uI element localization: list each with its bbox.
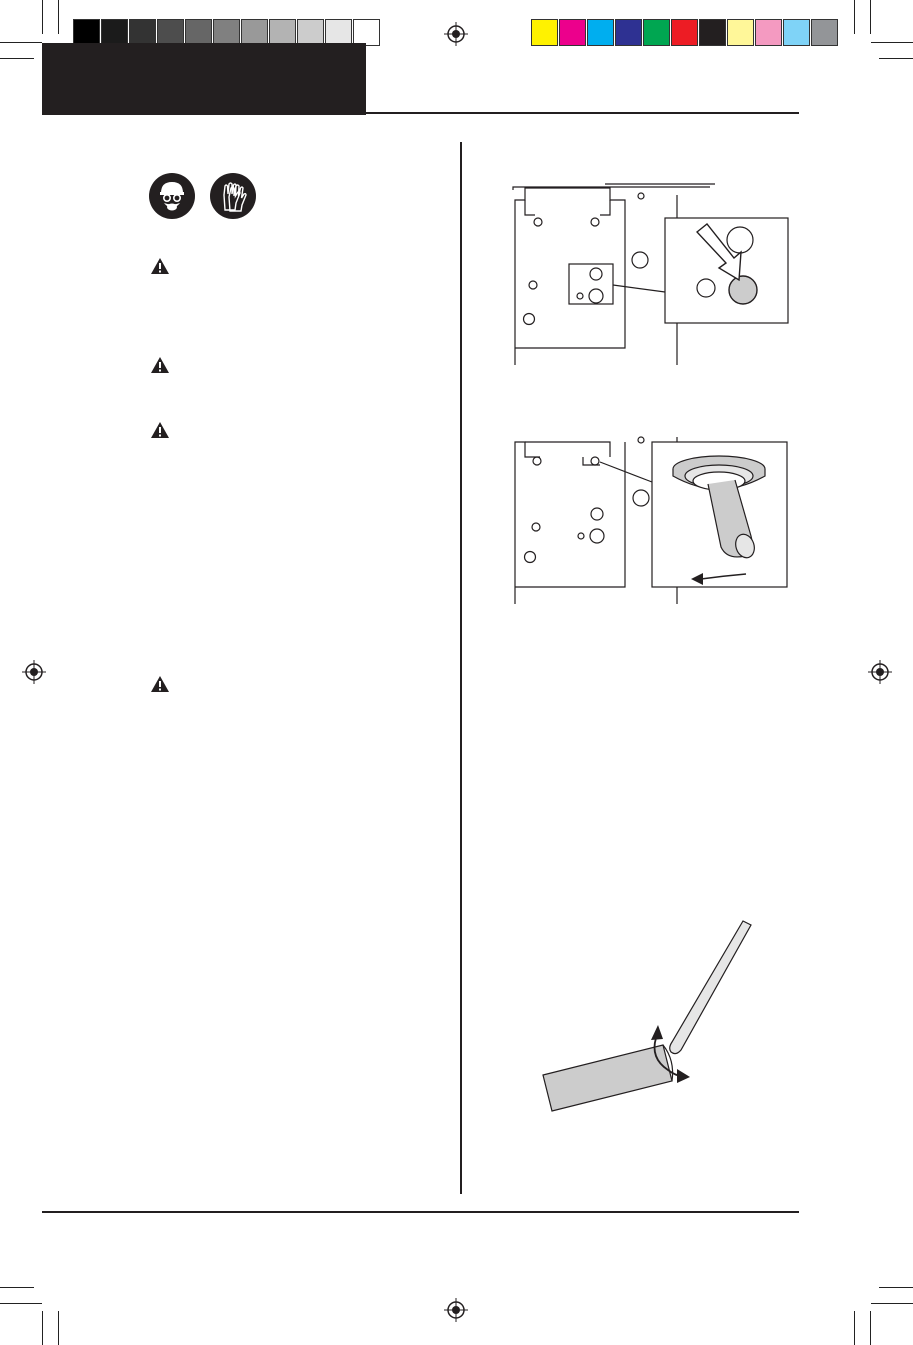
figure-screwdriver-pry [540,918,780,1123]
registration-mark-bottom [444,1298,468,1322]
grayscale-swatch [297,19,324,46]
process-color-swatch [699,19,726,46]
column-divider [460,142,462,1194]
grayscale-swatch [353,19,380,46]
process-color-swatch [559,19,586,46]
header-rule [42,112,799,114]
registration-mark-right [868,660,892,684]
figure-panel-detail-arrow [505,180,795,370]
grayscale-swatch [129,19,156,46]
grayscale-swatch [213,19,240,46]
grayscale-swatch [73,19,100,46]
process-color-swatch [783,19,810,46]
process-color-swatch [671,19,698,46]
grayscale-swatch [325,19,352,46]
warning-triangle-icon [150,421,170,439]
grayscale-swatch [185,19,212,46]
gloves-icon [210,173,256,219]
warning-triangle-icon [150,257,170,275]
grayscale-swatch [157,19,184,46]
registration-mark-top [444,22,468,46]
footer-rule [42,1211,799,1213]
warning-triangle-icon [150,675,170,693]
warning-triangle-icon [150,356,170,374]
grayscale-swatch [101,19,128,46]
grayscale-swatch [269,19,296,46]
process-color-swatch [615,19,642,46]
process-color-swatch [587,19,614,46]
grayscale-swatch [241,19,268,46]
process-color-swatch [643,19,670,46]
respirator-helmet-icon [149,173,195,219]
process-color-swatch [727,19,754,46]
figure-panel-detail-twist [505,432,795,607]
registration-mark-left [22,660,46,684]
process-color-swatch [755,19,782,46]
process-color-swatch [811,19,838,46]
section-header-block [42,43,366,115]
process-color-swatch [531,19,558,46]
